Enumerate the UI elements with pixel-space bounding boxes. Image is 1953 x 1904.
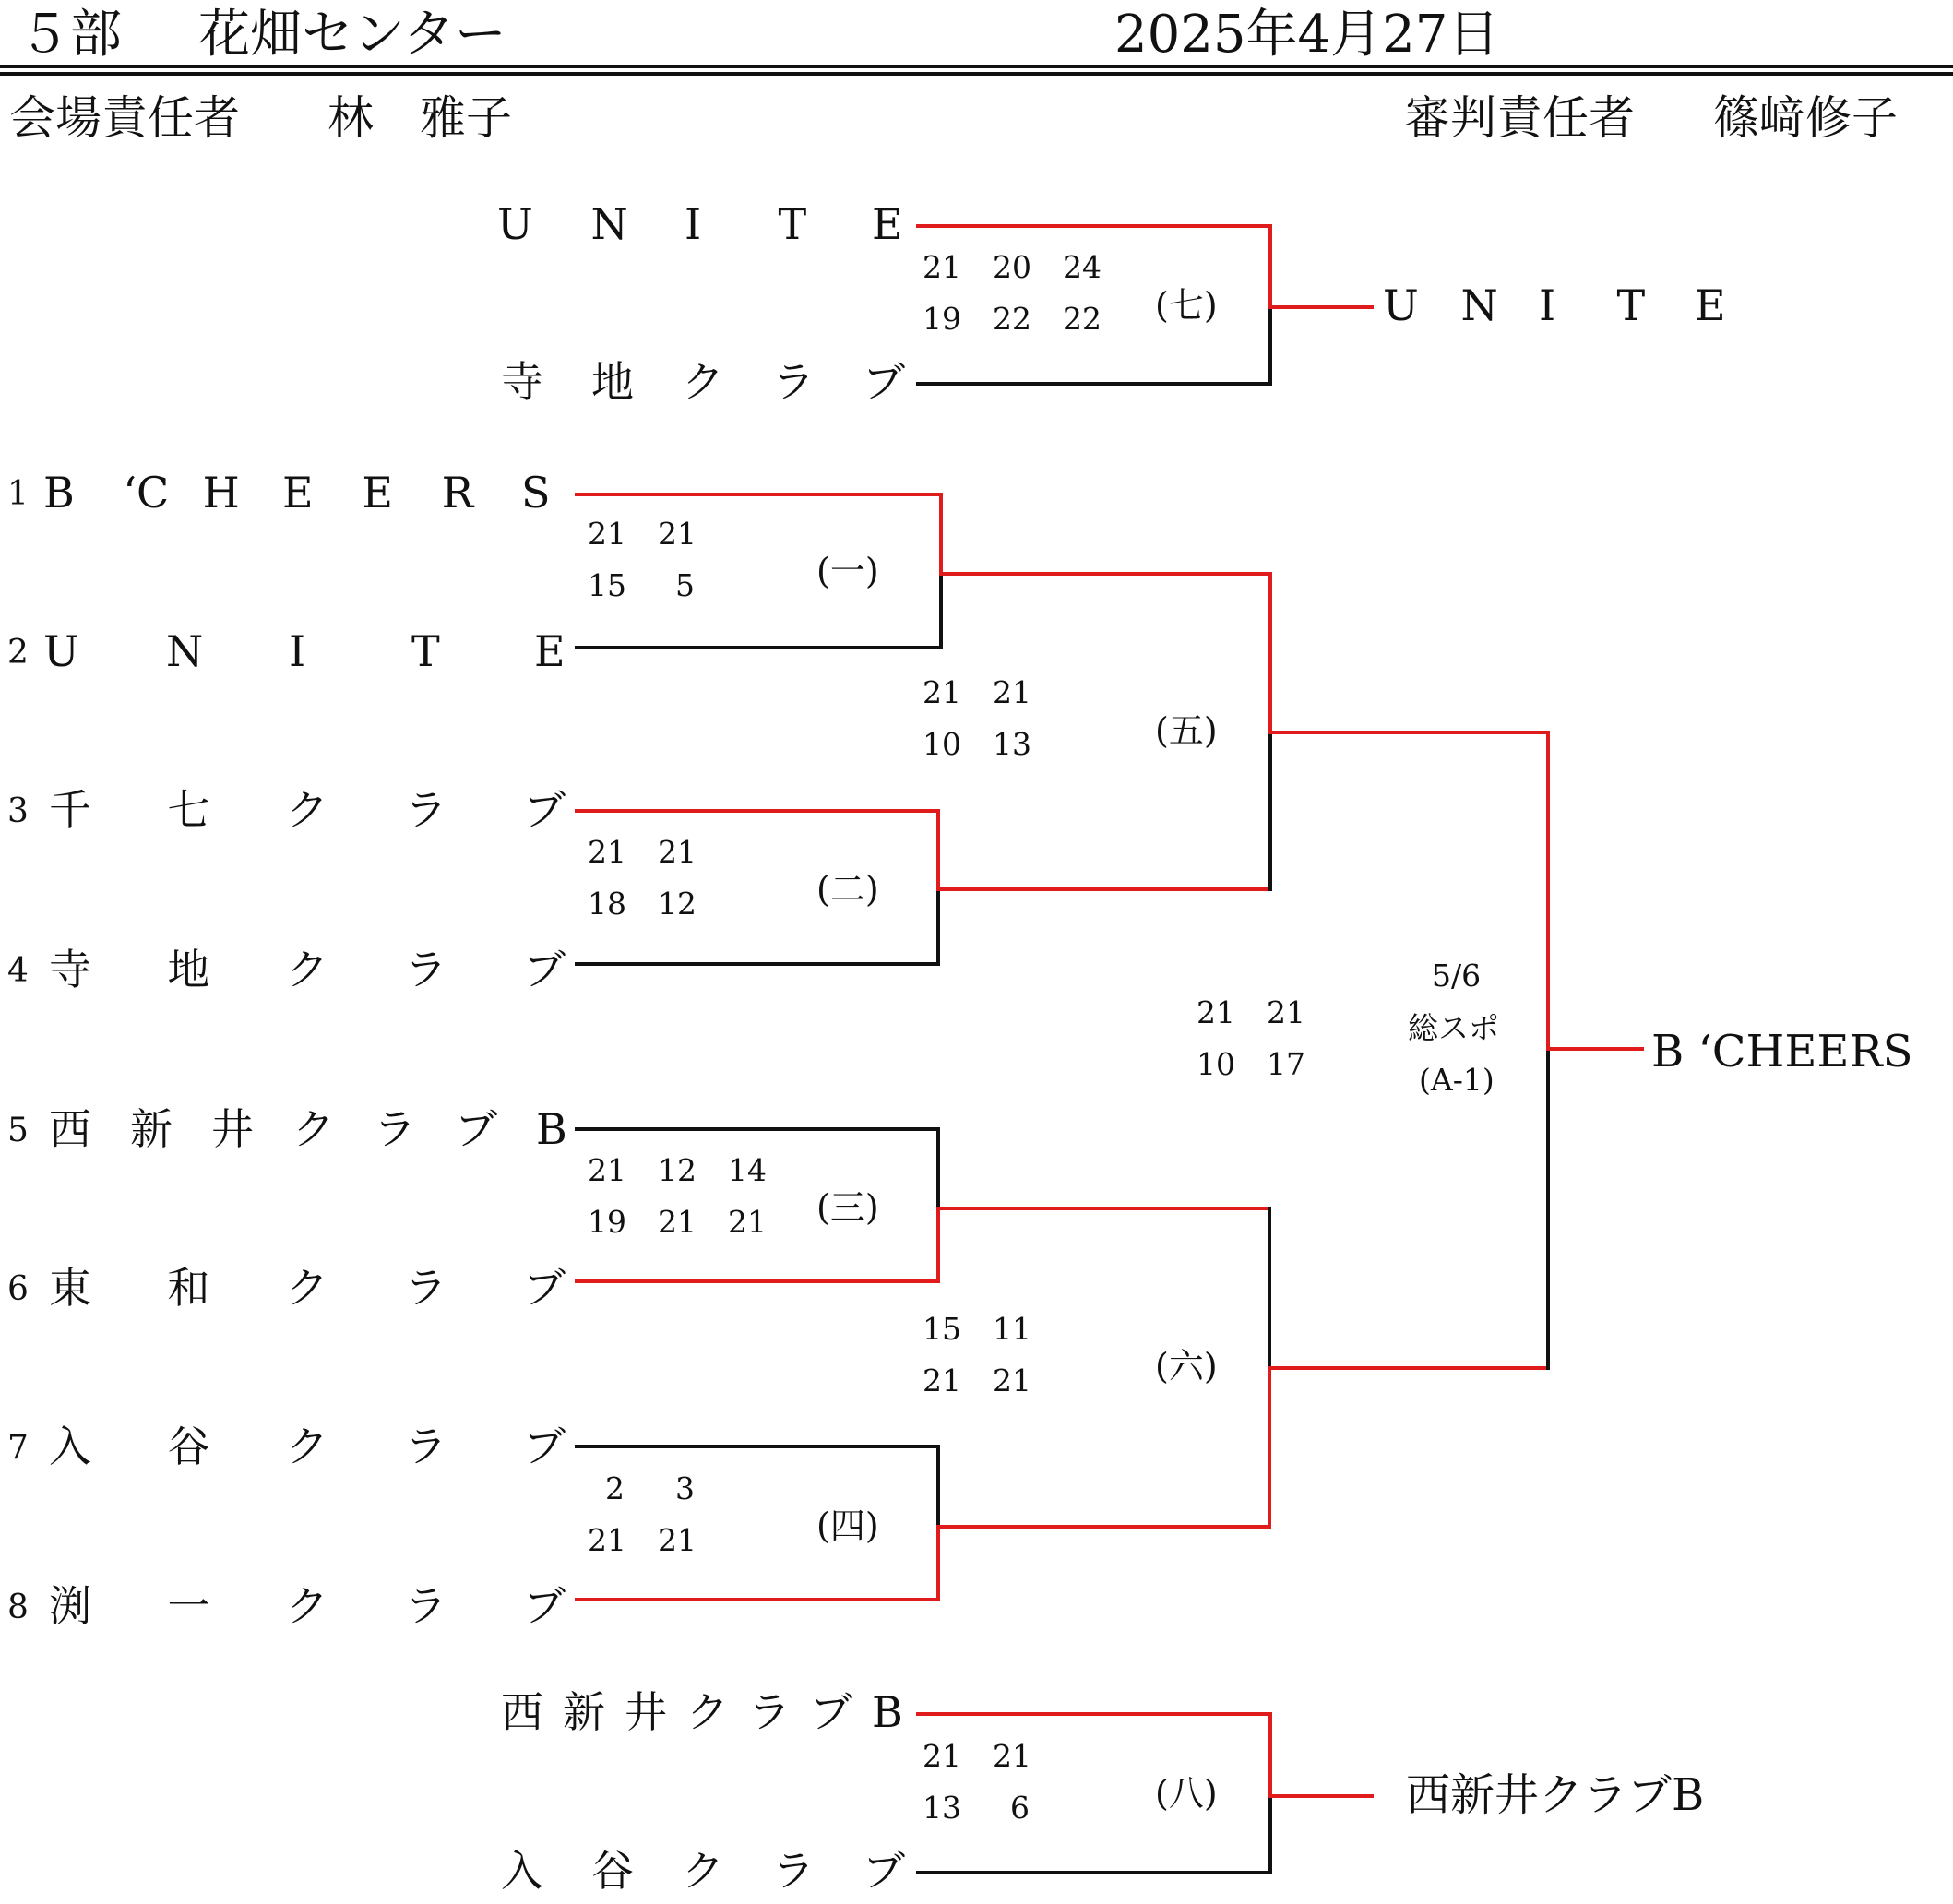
set-score: 22 [1063,301,1102,337]
set-score: 22 [993,301,1031,337]
set-score: 24 [1063,249,1102,285]
team-name-char: ブ [523,1422,566,1471]
team-name-char: S [521,468,551,518]
match-label-5: (五) [1155,710,1218,751]
seed-number: 4 [7,952,29,990]
team-name-char: 入 [501,1846,543,1896]
set-score: 6 [1010,1790,1030,1826]
set-score: 21 [658,516,697,552]
set-score: 21 [923,249,961,285]
team-name-char: H [202,468,240,518]
set-score: 3 [675,1470,695,1506]
match-label-2: (二) [816,869,879,910]
division-label: ５部 [18,5,122,65]
team-name-char: 渕 [49,1581,91,1631]
team-name-char: T [411,626,440,676]
final-venue: 総スポ [1408,1010,1499,1046]
team-name-char: E [534,626,566,676]
match-label-7: (七) [1155,285,1218,326]
team-name-char: 西 [49,1104,91,1154]
team-name-char: 地 [591,357,634,407]
set-score: 2 [605,1470,625,1506]
team-name-char: ク [682,1846,724,1896]
team-name-char: ‘C [123,468,170,518]
team-name-char: 一 [167,1581,210,1631]
set-score: 10 [1197,1046,1235,1082]
team-name-char: ラ [404,945,447,994]
team-name-char: B [536,1104,567,1154]
set-score: 21 [658,834,697,870]
team-name-char: ク [286,785,328,835]
set-score: 15 [923,1311,961,1347]
final-date: 5/6 [1432,958,1482,994]
team-name-char: ク [292,1104,335,1154]
set-score: 5 [675,567,695,603]
team-name-char: ブ [523,785,566,835]
team-name-char: ブ [523,1581,566,1631]
match-label-4: (四) [816,1505,879,1546]
team-name-char: T [778,199,807,249]
set-score: 13 [923,1790,961,1826]
team-name-char: ラ [772,1846,815,1896]
team-name-char: ラ [404,1581,447,1631]
team-name-char: 新 [563,1687,605,1737]
set-score: 21 [1197,994,1235,1030]
team-name-char: ク [286,945,328,994]
team-name-char: ブ [455,1104,497,1154]
match-label-8: (八) [1155,1773,1218,1814]
team-name-char: ク [286,1263,328,1313]
team-name-char: E [362,468,393,518]
seed-number: 3 [7,792,29,830]
team-name-char: N [166,626,204,676]
set-score: 18 [588,886,626,922]
seed-number: 7 [7,1429,29,1467]
set-score: 21 [588,516,626,552]
set-score: 15 [588,567,626,603]
set-score: 10 [923,726,961,762]
team-name-char: U [497,199,533,249]
set-score: 21 [588,1152,626,1188]
team-name-char: ラ [772,357,815,407]
team-name-char: B [872,1687,903,1737]
team-name-char: ク [682,357,724,407]
team-name-char: ラ [374,1104,416,1154]
team-name-char: ブ [863,357,905,407]
team-name-char: ク [686,1687,729,1737]
team-name-char: 和 [167,1263,210,1313]
venue-title: 花畑センター [198,5,506,65]
set-score: 11 [993,1311,1031,1347]
team-name-char: E [1695,280,1726,330]
team-name-char: ブ [863,1846,905,1896]
team-name-char: T [1616,280,1646,330]
team-name-char: ラ [404,1422,447,1471]
team-name-char: ブ [523,945,566,994]
team-name-char: B [43,468,75,518]
set-score: 20 [993,249,1031,285]
set-score: 21 [993,1738,1031,1774]
team-name-char: 谷 [591,1846,634,1896]
set-score: 21 [923,1363,961,1398]
set-score: 21 [993,674,1031,710]
team-name-char: 谷 [167,1422,210,1471]
set-score: 19 [923,301,961,337]
match-label-1: (一) [816,551,879,591]
seed-number: 1 [7,475,29,513]
team-name-char: 七 [167,785,210,835]
team-name-char: ラ [404,785,447,835]
set-score: 21 [658,1204,697,1240]
set-score: 21 [923,1738,961,1774]
team-name-char: ラ [748,1687,791,1737]
match-8-winner: 西新井クラブB [1406,1769,1705,1821]
referee-manager-label: 審判責任者 [1404,91,1635,145]
venue-manager-label: 会場責任者 [9,91,240,145]
team-name-char: 入 [49,1422,91,1471]
team-name-char: 西 [501,1687,543,1737]
team-name-char: ク [286,1422,328,1471]
match-label-6: (六) [1155,1346,1218,1386]
team-name-char: N [590,199,628,249]
team-name-char: ク [286,1581,328,1631]
team-name-char: ブ [810,1687,852,1737]
team-name-char: R [441,468,474,518]
seed-number: 8 [7,1589,29,1626]
team-name-char: ラ [404,1263,447,1313]
set-score: 21 [1267,994,1305,1030]
venue-manager-name: 林 雅子 [327,91,512,145]
set-score: 21 [923,674,961,710]
team-name-char: 東 [49,1263,91,1313]
team-name-char: U [1383,280,1419,330]
seed-number: 6 [7,1270,29,1308]
match-label-3: (三) [816,1187,879,1228]
set-score: 21 [588,834,626,870]
team-name-char: E [872,199,903,249]
set-score: 21 [728,1204,767,1240]
seed-number: 2 [7,634,29,672]
team-name-char: 地 [167,945,210,994]
team-name-char: 寺 [49,945,91,994]
set-score: 17 [1267,1046,1305,1082]
team-name-char: U [43,626,79,676]
team-name-char: 井 [625,1687,667,1737]
final-court: (A-1) [1419,1062,1495,1098]
team-name-char: ブ [523,1263,566,1313]
set-score: 12 [658,886,697,922]
team-name-char: I [685,199,702,249]
set-score: 12 [658,1152,697,1188]
team-name-char: N [1460,280,1498,330]
team-name-char: I [1539,280,1556,330]
set-score: 21 [658,1522,697,1558]
set-score: 14 [728,1152,767,1188]
team-name-char: 井 [211,1104,254,1154]
set-score: 19 [588,1204,626,1240]
seed-number: 5 [7,1112,29,1149]
tournament-date: 2025年4月27日 [1114,5,1500,65]
champion-name: B ‘CHEERS [1651,1026,1913,1077]
team-name-char: 寺 [501,357,543,407]
team-name-char: I [289,626,306,676]
team-name-char: 新 [130,1104,173,1154]
team-name-char: 千 [49,785,91,835]
set-score: 21 [993,1363,1031,1398]
team-name-char: E [282,468,314,518]
set-score: 21 [588,1522,626,1558]
set-score: 13 [993,726,1031,762]
referee-manager-name: 篠﨑修子 [1713,91,1898,145]
